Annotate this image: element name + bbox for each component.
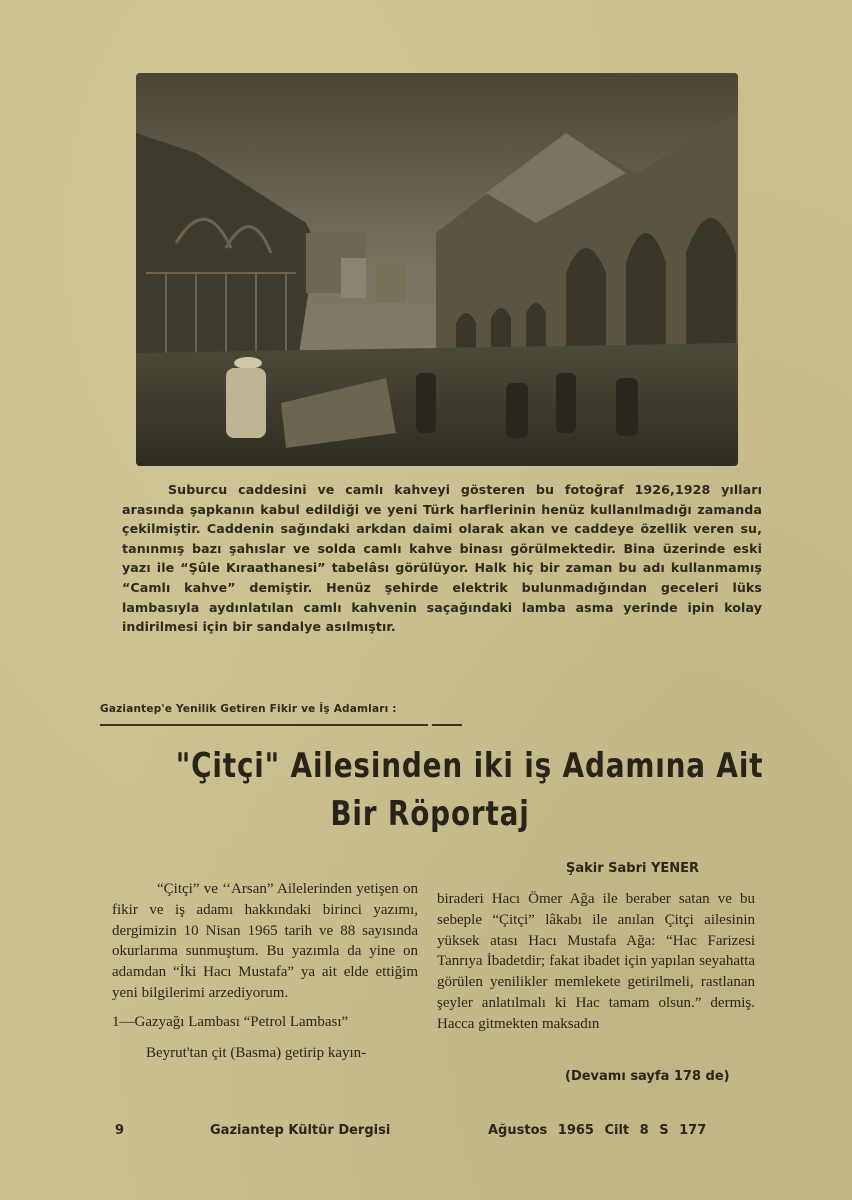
section-heading: 1—Gazyağı Lambası “Petrol Lambası” (112, 1013, 349, 1030)
article-right-column (437, 889, 755, 1035)
section-paragraph-start: Beyrut'tan çit (Basma) getirip kayın- (146, 1044, 367, 1061)
article-author: Şakir Sabri YENER (566, 861, 700, 876)
series-label: Gaziantep'e Yenilik Getiren Fikir ve İş Adamları : (100, 703, 397, 715)
divider-rule (100, 724, 310, 726)
photo-caption-text: Suburcu caddesini ve camlı kahveyi gösteren bu fotoğraf 1926,1928 yılları arasında şapkanın kabul edildiği ve yeni Türk harflerinin henüz kullanılmadığı zamanda çekilmiştir. Caddenin sağındaki arkdan daimi olarak akan ve caddeye özellik veren su, tanınmış bazı şahıslar ve solda camlı kahve binası görülmektedir. Bina üzerinde eski yazı ile “Şûle Kıraathanesi” tabelâsı görülüyor. Halk hiç bir zaman bu adı kullanmamış “Camlı kahve” demiştir. Henüz şehirde elektrik bulunmadığından geceleri lüks lambasıyla aydınlatılan camlı kahvenin saçağındaki lamba asma yerinde ipin kolay indirilmesi için bir sandalye asılmıştır. (122, 482, 762, 635)
article-title (175, 742, 764, 838)
photo-caption (122, 480, 762, 637)
footer-magazine-name: Gaziantep Kültür Dergisi (210, 1123, 391, 1138)
footer-page-mark: 9 (115, 1123, 125, 1138)
article-intro-paragraph: “Çitçi” ve ‘‘Arsan” Ailelerinden yetişen on fikir ve iş adamı hakkındaki birinci yazımı, dergimizin 10 Nisan 1965 tarih ve 88 sayısında okurlarıma sunmuştum. Bu yazımla da yine on adamdan “İki Hacı Mustafa” ya ait elde ettiğim yeni bilgilerimi arzediyorum. (112, 881, 418, 1001)
historical-street-photo (136, 73, 738, 466)
divider-rule (310, 724, 428, 726)
divider-rule (432, 724, 462, 726)
article-title-line-2: Bir Röportaj (330, 794, 530, 834)
article-left-column (112, 879, 418, 1063)
footer-issue-info: Ağustos 1965 Cilt 8 S 177 (488, 1123, 707, 1138)
street-photo-illustration (136, 73, 738, 466)
article-title-line-1: "Çitçi" Ailesinden iki iş Adamına Ait (175, 746, 764, 786)
continued-note: (Devamı sayfa 178 de) (565, 1069, 730, 1084)
article-right-paragraph: biraderi Hacı Ömer Ağa ile beraber satan ve bu sebeple “Çitçi” lâkabı ile anılan Çitçi ailesinin yüksek atası Hacı Mustafa Ağa: “Hac Farizesi Tanrıya İbadetdir; fakat ibadet için yapılan seyahatta görülen yenilikler memlekete getirilmeli, rastlanan şeyler anlatılmalı ki Hac tamam olsun.” dermiş. Hacca gitmekten maksadın (437, 891, 755, 1032)
